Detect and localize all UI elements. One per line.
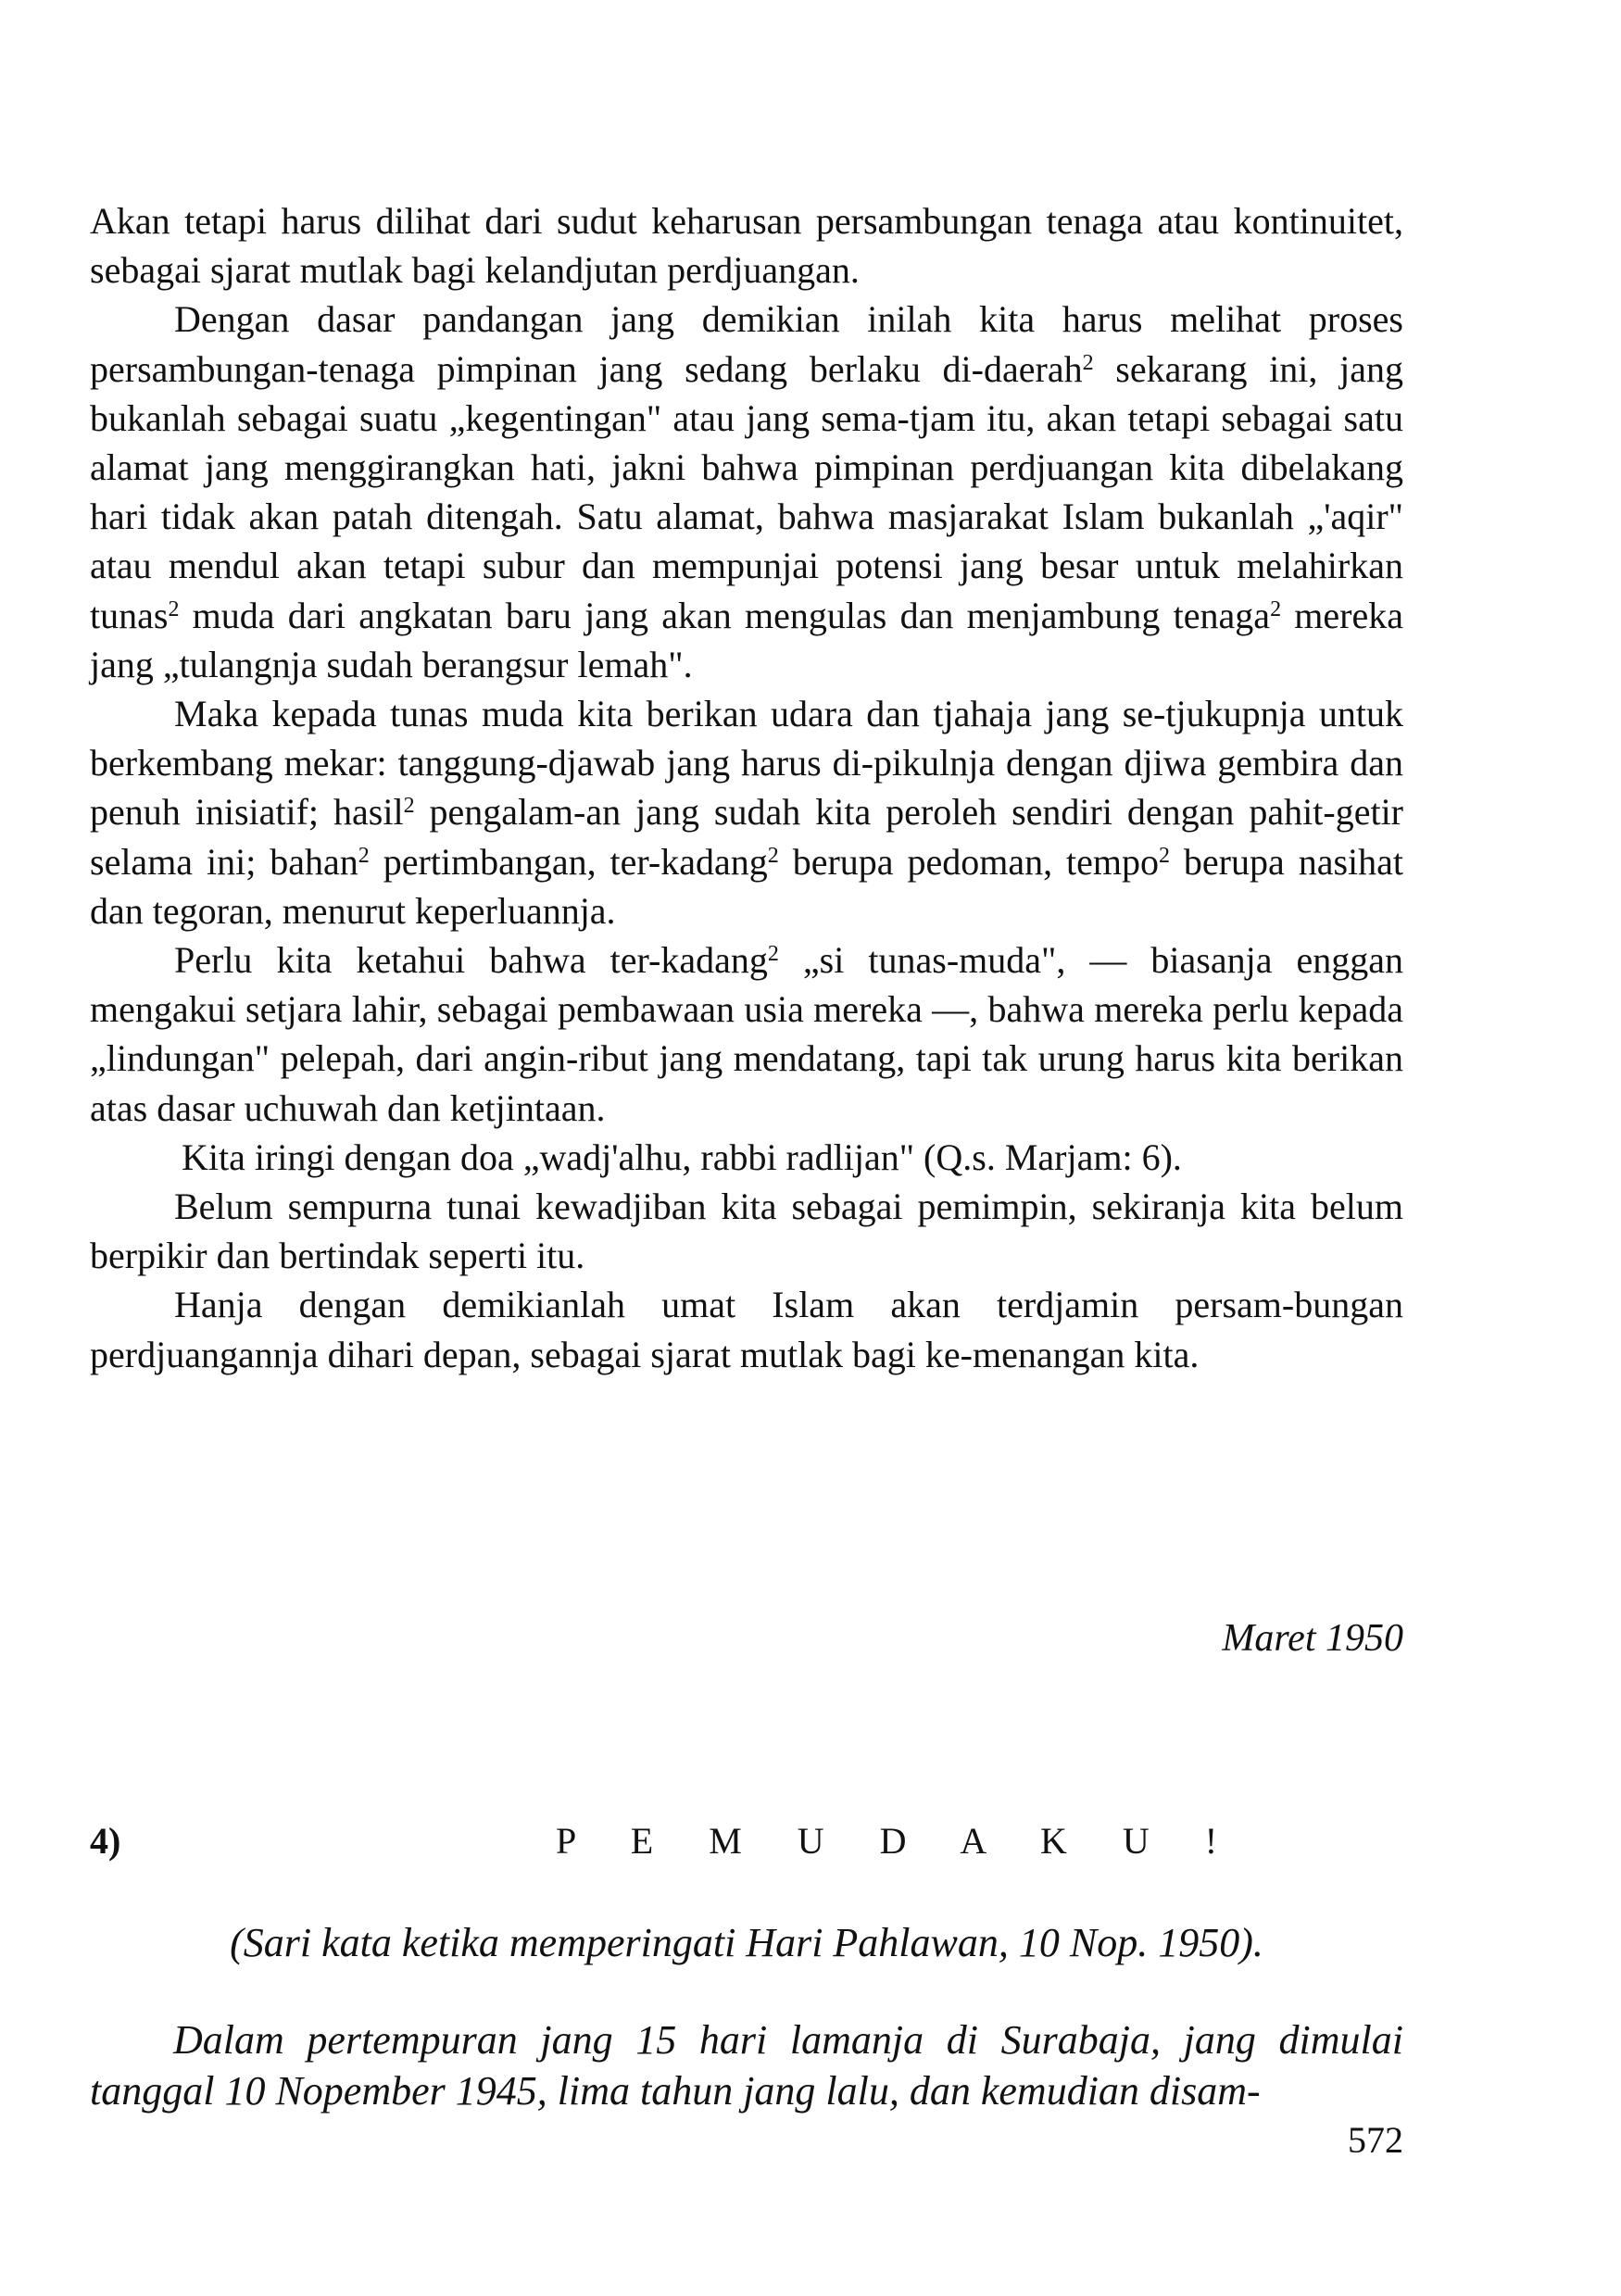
italic-paragraph — [90, 2014, 1403, 2116]
paragraph: Akan tetapi harus dilihat dari sudut keharusan persambungan tenaga atau kontinuitet, sebagai sjarat mutlak bagi kelandjutan perdjuangan. — [90, 200, 1403, 292]
body-text — [90, 196, 1403, 1379]
paragraph: Dengan dasar pandangan jang demikian inilah kita harus melihat proses persambungan-tenaga pimpinan jang sedang berlaku di-daerah$^2$ sekarang ini, jang bukanlah sebagai suatu „kegentingan" atau jang sema-tjam itu, akan tetapi sebagai satu alamat jang menggirangkan hati, jakni bahwa pimpinan perdjuangan kita dibelakang hari tidak akan patah ditengah. Satu alamat, bahwa masjarakat Islam bukanlah „'aqir" atau mendul akan tetapi subur dan mempunjai potensi jang besar untuk melahirkan tunas$^2$ muda dari angkatan baru jang akan mengulas dan menjambung tenaga$^2$ mereka jang „tulangnja sudah berangsur lemah". — [90, 298, 1404, 685]
section-title: P E M U D A K U ! — [556, 1820, 1241, 1862]
paragraph: Maka kepada tunas muda kita berikan udara dan tjahaja jang se-tjukupnja untuk berkembang mekar: tanggung-djawab jang harus di-pikulnja dengan djiwa gembira dan penuh inisiatif; hasil$^2$ pengalam-an jang sudah kita peroleh sendiri dengan pahit-getir selama ini; bahan$^2$ pertimbangan, ter-kadang$^2$ berupa pedoman, tempo$^2$ berupa nasihat dan tegoran, menurut keperluannja. — [90, 693, 1404, 932]
paragraph: Dalam pertempuran jang 15 hari lamanja di Surabaja, jang dimulai tanggal 10 Nopember 1945, lima tahun jang lalu, dan kemudian disam- — [90, 2017, 1403, 2114]
section-number: 4) — [90, 1820, 121, 1862]
page-number: 572 — [1348, 2119, 1403, 2161]
paragraph: Belum sempurna tunai kewadjiban kita sebagai pemimpin, sekiranja kita belum berpikir dan bertindak seperti itu. — [90, 1186, 1403, 1277]
section-subtitle: (Sari kata ketika memperingati Hari Pahlawan, 10 Nop. 1950). — [230, 1920, 1263, 1965]
paragraph: Kita iringi dengan doa „wadj'alhu, rabbi radlijan" (Q.s. Marjam: 6). — [182, 1135, 1182, 1178]
date-line: Maret 1950 — [1222, 1617, 1403, 1660]
paragraph: Hanja dengan demikianlah umat Islam akan terdjamin persam-bungan perdjuangannja dihari depan, sebagai sjarat mutlak bagi ke-menangan kita. — [90, 1284, 1403, 1375]
paragraph: Perlu kita ketahui bahwa ter-kadang$^2$ „si tunas-muda", — biasanja enggan mengakui setjara lahir, sebagai pembawaan usia mereka —, bahwa mereka perlu kepada „lindungan" pelepah, dari angin-ribut jang mendatang, tapi tak urung harus kita berikan atas dasar uchuwah dan ketjintaan. — [90, 939, 1403, 1129]
